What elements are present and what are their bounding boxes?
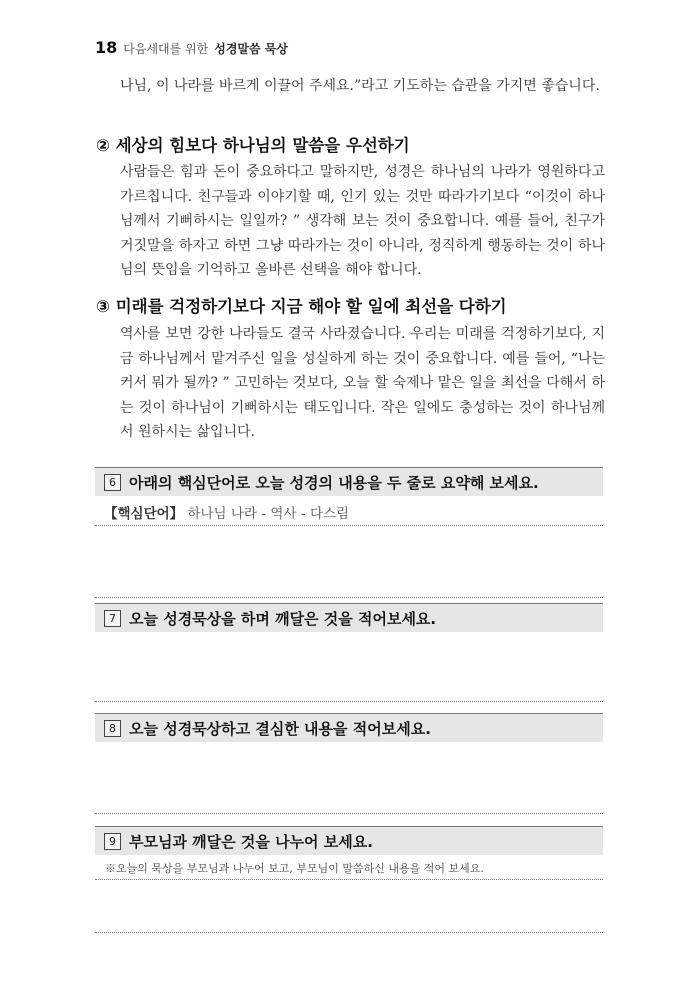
question-title: 오늘 성경묵상하고 결심한 내용을 적어보세요.	[129, 719, 431, 738]
question-title: 아래의 핵심단어로 오늘 성경의 내용을 두 줄로 요약해 보세요.	[129, 473, 539, 492]
question-box	[95, 603, 603, 632]
keywords-text: 하나님 나라 - 역사 - 다스림	[187, 506, 350, 522]
question-box	[95, 713, 603, 742]
divider	[95, 525, 603, 526]
book-title: 성경말씀 묵상	[214, 42, 288, 56]
book-series: 다음세대를 위한	[123, 42, 209, 56]
page-number: 18	[95, 38, 118, 57]
question-number: 8	[104, 720, 121, 737]
section-heading: ③ 미래를 걱정하기보다 지금 해야 할 일에 최선을 다하기	[96, 297, 507, 316]
section-body: 역사를 보면 강한 나라들도 결국 사라졌습니다. 우리는 미래를 걱정하기보다, 지금 하나님께서 맡겨주신 일을 성실하게 하는 것이 중요합니다. 예를 들어, “나는 커서 뭐가 될까? ” 고민하는 것보다, 오늘 할 숙제나 맡은 일을 최선을 다해서 하는 것이 하나님이 기뻐하시는 태도입니다. 작은 일에도 충성하는 것이 하나님께서 원하시는 삶입니다.	[120, 326, 605, 440]
answer-line[interactable]	[95, 701, 603, 702]
keywords-line	[104, 502, 349, 522]
question-number: 6	[104, 474, 121, 491]
answer-line[interactable]	[95, 597, 603, 598]
answer-line[interactable]	[95, 813, 603, 814]
question-title: 부모님과 깨달은 것을 나누어 보세요.	[129, 832, 373, 851]
keywords-label: 【핵심단어】	[104, 506, 184, 522]
instruction-note: ※오늘의 묵상을 부모님과 나누어 보고, 부모님이 말씀하신 내용을 적어 보세요.	[105, 862, 484, 875]
section-heading: ② 세상의 힘보다 하나님의 말씀을 우선하기	[96, 136, 410, 155]
question-box	[95, 467, 603, 496]
divider	[95, 879, 603, 880]
question-number: 7	[104, 610, 121, 627]
page-header	[95, 38, 288, 57]
continuation-paragraph: 나님, 이 나라를 바르게 이끌어 주세요.”라고 기도하는 습관을 가지면 좋습니다.	[120, 78, 600, 94]
section-body: 사람들은 힘과 돈이 중요하다고 말하지만, 성경은 하나님의 나라가 영원하다고 가르칩니다. 친구들과 이야기할 때, 인기 있는 것만 따라가기보다 “이것이 하나님께서 기뻐하시는 일일까? ” 생각해 보는 것이 중요합니다. 예를 들어, 친구가 거짓말을 하자고 하면 그냥 따라가는 것이 아니라, 정직하게 행동하는 것이 하나님의 뜻임을 기억하고 올바른 선택을 해야 합니다.	[120, 164, 605, 278]
question-box	[95, 826, 603, 855]
answer-line[interactable]	[95, 932, 603, 933]
question-title: 오늘 성경묵상을 하며 깨달은 것을 적어보세요.	[129, 609, 437, 628]
question-number: 9	[104, 833, 121, 850]
